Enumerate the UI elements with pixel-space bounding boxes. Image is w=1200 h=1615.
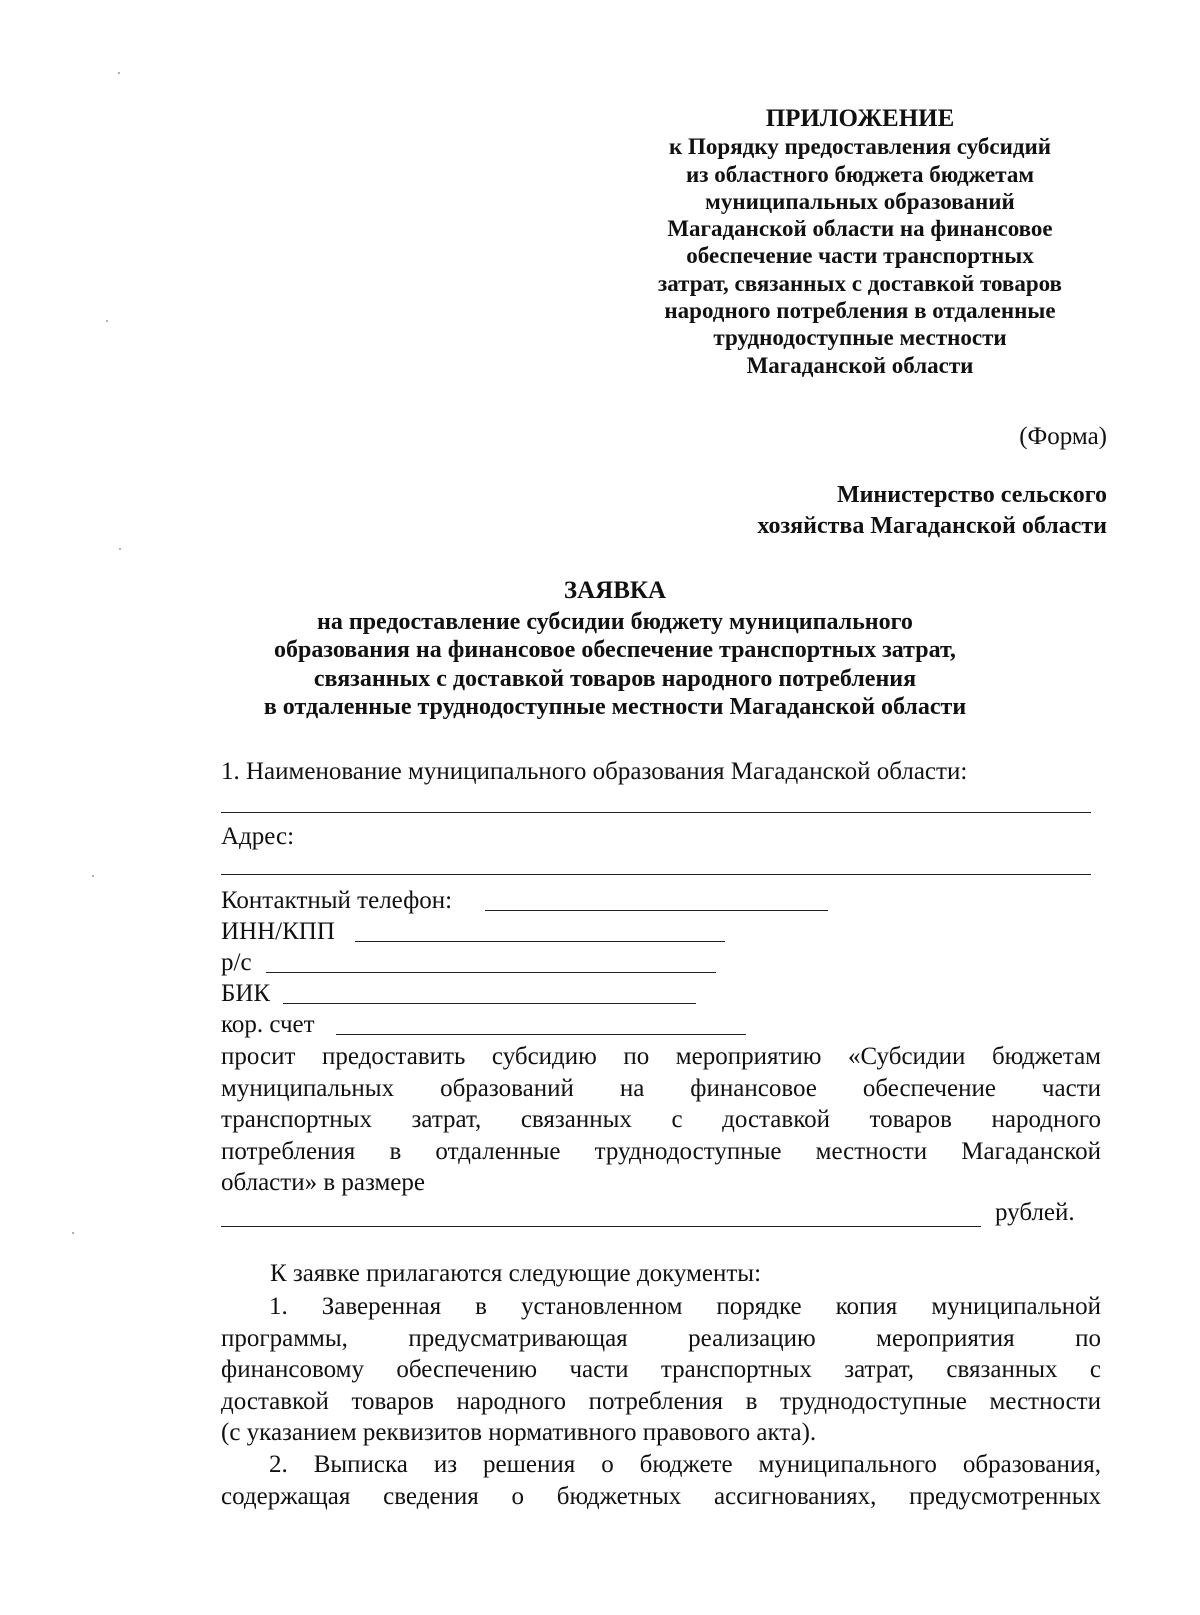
attachment-line: 1. Заверенная в установленном порядке копия муниципальной <box>269 1293 1101 1320</box>
annex-line: муниципальных образований <box>705 188 1015 214</box>
scan-speck <box>119 548 121 550</box>
body-line: просит предоставить субсидию по мероприятию «Субсидии бюджетам <box>221 1043 1101 1070</box>
attachment-item-1 <box>221 1291 1101 1449</box>
annex-title: ПРИЛОЖЕНИЕ <box>765 105 955 132</box>
corr-account-blank-line[interactable] <box>336 1034 746 1035</box>
request-title: ЗАЯВКА <box>563 577 667 604</box>
attachments-intro: К заявке прилагаются следующие документы: <box>270 1260 762 1287</box>
annex-line: народного потребления в отдаленные <box>664 298 1056 324</box>
inn-blank-line[interactable] <box>355 941 725 942</box>
amount-blank-line[interactable] <box>221 1226 981 1227</box>
scan-speck <box>106 320 108 322</box>
request-subtitle-line: образования на финансовое обеспечение транспортных затрат, <box>274 637 956 663</box>
phone-blank-line[interactable] <box>485 910 828 911</box>
municipality-blank-line[interactable] <box>221 812 1091 813</box>
attachment-line: финансовому обеспечению части транспортных затрат, связанных с <box>221 1356 1101 1383</box>
amount-suffix: рублей. <box>995 1199 1075 1226</box>
attachment-line: доставкой товаров народного потребления в труднодоступные местности <box>221 1387 1101 1415</box>
scan-speck <box>92 875 94 877</box>
attachment-line: (с указанием реквизитов нормативного правового акта). <box>221 1419 817 1446</box>
request-heading <box>200 577 1030 722</box>
annex-header <box>610 105 1110 379</box>
request-subtitle-line: на предоставление субсидии бюджету муниципального <box>317 608 913 635</box>
annex-line: Магаданской области на финансовое <box>667 216 1053 242</box>
account-label: р/с <box>221 949 252 976</box>
addressee-block <box>757 480 1107 542</box>
addressee-line: хозяйства Магаданской области <box>757 513 1107 539</box>
inn-label: ИНН/КПП <box>221 918 335 945</box>
annex-line: к Порядку предоставления субсидий <box>669 134 1051 160</box>
corr-account-label: кор. счет <box>221 1011 315 1038</box>
phone-label: Контактный телефон: <box>221 887 453 914</box>
attachment-item-2 <box>221 1449 1101 1512</box>
annex-line: обеспечение части транспортных <box>686 243 1034 269</box>
scan-speck <box>118 72 120 74</box>
municipality-label: 1. Наименование муниципального образования Магаданской области: <box>221 758 968 785</box>
form-label: (Форма) <box>1019 423 1107 450</box>
annex-line: труднодоступные местности <box>713 325 1007 351</box>
address-label: Адрес: <box>221 823 295 850</box>
addressee-line: Министерство сельского <box>836 482 1107 508</box>
attachment-line: программы, предусматривающая реализацию мероприятия по <box>221 1324 1101 1352</box>
annex-line: Магаданской области <box>746 352 974 378</box>
bik-blank-line[interactable] <box>283 1003 696 1004</box>
annex-line: затрат, связанных с доставкой товаров <box>658 270 1062 296</box>
request-body <box>221 1041 1101 1199</box>
request-subtitle-line: в отдаленные труднодоступные местности Магаданской области <box>263 694 967 720</box>
request-subtitle-line: связанных с доставкой товаров народного потребления <box>313 665 917 692</box>
bik-label: БИК <box>221 980 271 1007</box>
body-line: потребления в отдаленные труднодоступные местности Магаданской <box>221 1137 1101 1165</box>
account-blank-line[interactable] <box>266 972 716 973</box>
scan-speck <box>72 1232 74 1234</box>
annex-line: из областного бюджета бюджетам <box>686 161 1034 187</box>
attachment-line: 2. Выписка из решения о бюджете муниципального образования, <box>269 1451 1101 1478</box>
body-line: транспортных затрат, связанных с доставкой товаров народного <box>221 1106 1101 1133</box>
address-blank-line[interactable] <box>221 874 1091 875</box>
body-line: муниципальных образований на финансовое обеспечение части <box>221 1074 1101 1102</box>
attachment-line: содержащая сведения о бюджетных ассигнованиях, предусмотренных <box>221 1482 1101 1510</box>
body-line: области» в размере <box>221 1169 426 1196</box>
